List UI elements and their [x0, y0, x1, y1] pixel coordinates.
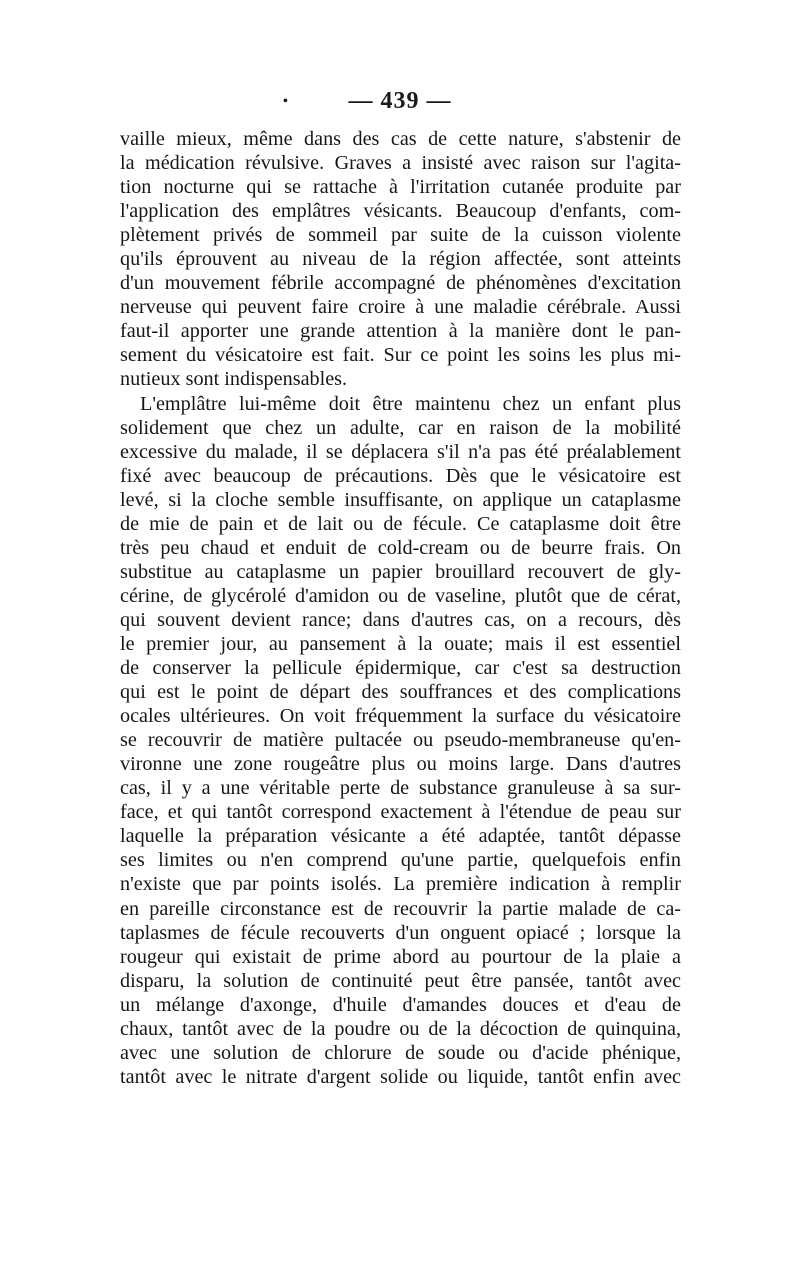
text-line: très peu chaud et enduit de cold-cream ou de beurre frais. On	[120, 536, 681, 559]
text-line: d'un mouvement fébrile accompagné de phénomènes d'excitation	[120, 272, 681, 295]
text-line: cérine, de glycérolé d'amidon ou de vaseline, plutôt que de cérat,	[120, 584, 681, 607]
text-line: ocales ultérieures. On voit fréquemment la surface du vésicatoire	[120, 705, 681, 728]
text-line: qui souvent devient rance; dans d'autres cas, on a recours, dès	[120, 608, 681, 631]
text-line: la médication révulsive. Graves a insisté avec raison sur l'agita-	[120, 152, 681, 175]
page-header	[0, 88, 800, 115]
text-line: taplasmes de fécule recouverts d'un onguent opiacé ; lorsque la	[120, 921, 681, 944]
text-line: L'emplâtre lui-même doit être maintenu chez un enfant plus	[140, 392, 681, 415]
text-line: disparu, la solution de continuité peut être pansée, tantôt avec	[120, 969, 681, 992]
text-line: rougeur qui existait de prime abord au pourtour de la plaie a	[120, 945, 681, 968]
text-line: sement du vésicatoire est fait. Sur ce point les soins les plus mi-	[120, 344, 681, 367]
text-line: excessive du malade, il se déplacera s'il n'a pas été préalablement	[120, 440, 681, 463]
page-number: — 439 —	[348, 88, 452, 114]
text-line: substitue au cataplasme un papier brouillard recouvert de gly-	[120, 560, 681, 583]
text-line: face, et qui tantôt correspond exactement à l'étendue de peau sur	[120, 801, 681, 824]
text-line: tantôt avec le nitrate d'argent solide ou liquide, tantôt enfin avec	[120, 1065, 681, 1088]
text-line: faut-il apporter une grande attention à la manière dont le pan-	[120, 320, 681, 343]
text-line: vironne une zone rougeâtre plus ou moins large. Dans d'autres	[120, 753, 681, 776]
text-line: le premier jour, au pansement à la ouate; mais il est essentiel	[120, 632, 681, 655]
header-dot: •	[283, 94, 289, 109]
text-line: laquelle la préparation vésicante a été adaptée, tantôt dépasse	[120, 825, 681, 848]
text-line: nerveuse qui peuvent faire croire à une maladie cérébrale. Aussi	[120, 296, 681, 319]
text-line: ses limites ou n'en comprend qu'une partie, quelquefois enfin	[120, 849, 681, 872]
text-line: n'existe que par points isolés. La première indication à remplir	[120, 873, 681, 896]
text-line: solidement que chez un adulte, car en raison de la mobilité	[120, 416, 681, 439]
text-line: fixé avec beaucoup de précautions. Dès que le vésicatoire est	[120, 464, 681, 487]
text-line: qui est le point de départ des souffrances et des complications	[120, 681, 681, 704]
text-line: de conserver la pellicule épidermique, car c'est sa destruction	[120, 657, 681, 680]
text-line: chaux, tantôt avec de la poudre ou de la décoction de quinquina,	[120, 1017, 681, 1040]
text-line: avec une solution de chlorure de soude ou d'acide phénique,	[120, 1041, 681, 1064]
text-line: en pareille circonstance est de recouvrir la partie malade de ca-	[120, 897, 681, 920]
text-line: nutieux sont indispensables.	[120, 368, 348, 391]
text-line: de mie de pain et de lait ou de fécule. Ce cataplasme doit être	[120, 512, 681, 535]
text-line: qu'ils éprouvent au niveau de la région affectée, sont atteints	[120, 248, 681, 271]
body-text	[120, 127, 681, 1089]
text-line: se recouvrir de matière pultacée ou pseudo-membraneuse qu'en-	[120, 729, 681, 752]
text-line: vaille mieux, même dans des cas de cette nature, s'abstenir de	[120, 128, 681, 150]
text-line: cas, il y a une véritable perte de substance granuleuse à sa sur-	[120, 777, 681, 800]
text-line: levé, si la cloche semble insuffisante, on applique un cataplasme	[120, 488, 681, 511]
text-line: tion nocturne qui se rattache à l'irritation cutanée produite par	[120, 176, 681, 199]
text-line: plètement privés de sommeil par suite de la cuisson violente	[120, 224, 681, 247]
text-line: un mélange d'axonge, d'huile d'amandes douces et d'eau de	[120, 993, 681, 1016]
text-line: l'application des emplâtres vésicants. Beaucoup d'enfants, com-	[120, 200, 681, 223]
